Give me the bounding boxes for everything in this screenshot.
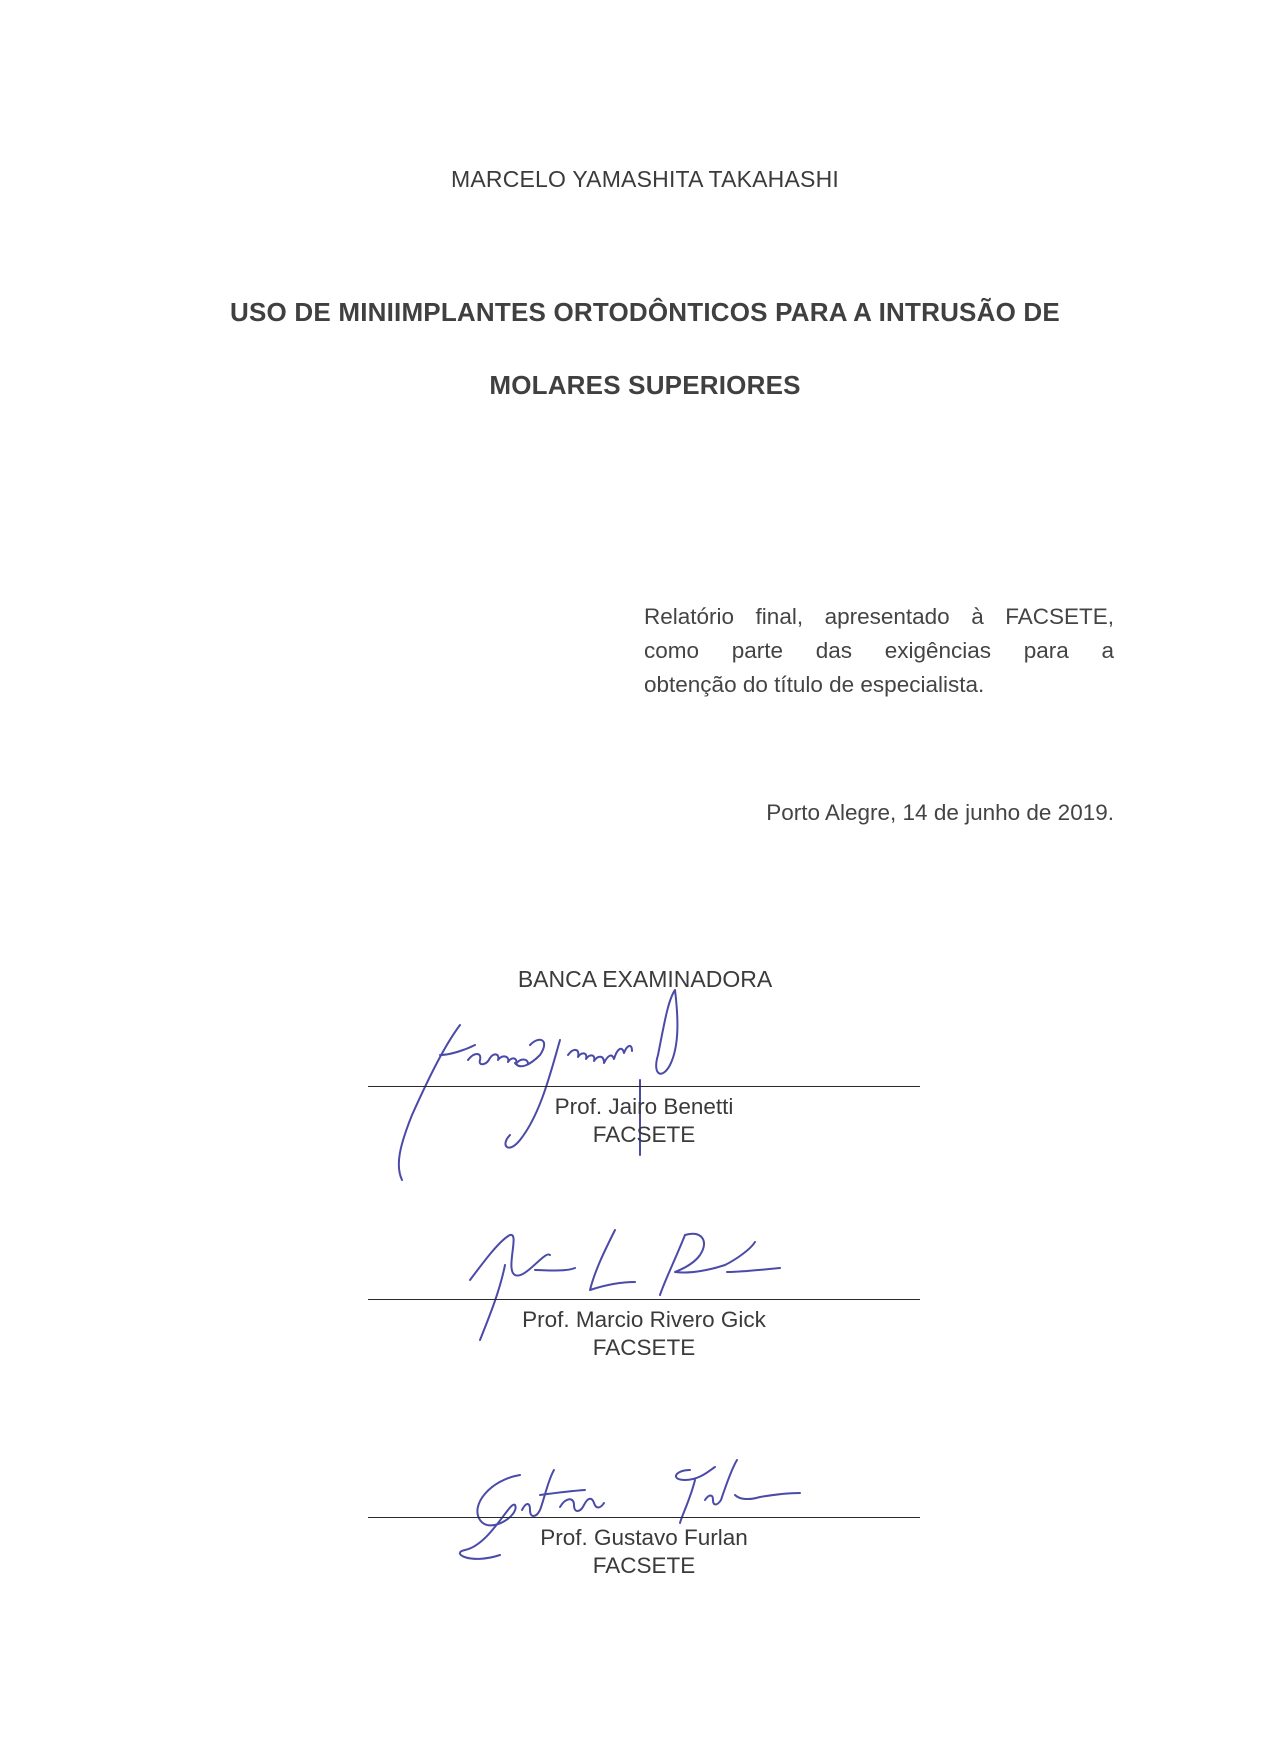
author-name: MARCELO YAMASHITA TAKAHASHI (451, 166, 839, 192)
submission-note (644, 600, 1114, 702)
submission-note-line: Relatório final, apresentado à FACSETE, (644, 604, 1114, 629)
submission-note-line: como parte das exigências para a (644, 638, 1114, 663)
document-title-line-2: MOLARES SUPERIORES (489, 370, 801, 400)
place-and-date: Porto Alegre, 14 de junho de 2019. (766, 800, 1114, 825)
examination-board-heading: BANCA EXAMINADORA (517, 966, 773, 992)
signature-line (368, 1299, 920, 1300)
submission-note-line: obtenção do título de especialista. (644, 672, 985, 697)
board-member-name: Prof. Gustavo Furlan (540, 1525, 748, 1550)
document-title-line-1: USO DE MINIIMPLANTES ORTODÔNTICOS PARA A INTRUSÃO DE (230, 297, 1060, 327)
signature-member-1 (390, 985, 710, 1185)
signature-line (368, 1517, 920, 1518)
board-member-institution: FACSETE (592, 1122, 696, 1147)
board-member-institution: FACSETE (592, 1335, 696, 1360)
board-member-name: Prof. Jairo Benetti (554, 1094, 734, 1119)
board-member-institution: FACSETE (592, 1553, 696, 1578)
signature-line (368, 1086, 920, 1087)
board-member-name: Prof. Marcio Rivero Gick (522, 1307, 766, 1332)
